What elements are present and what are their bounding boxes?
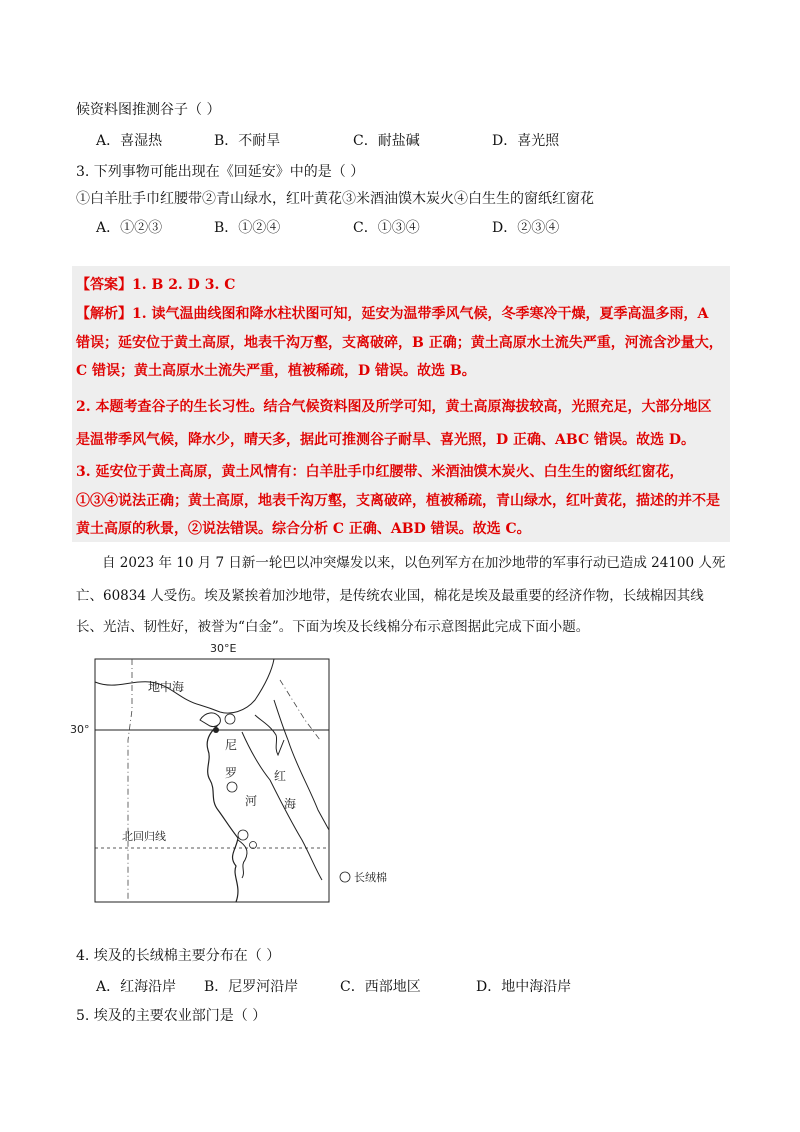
red-sea-char-1: 红: [274, 769, 287, 783]
q4-option-d[interactable]: D．地中海沿岸: [476, 979, 572, 995]
q3-stem: 3. 下列事物可能出现在《回延安》中的是（ ）: [76, 164, 365, 180]
lake-nasser: [238, 840, 247, 878]
cotton-icon: [225, 714, 257, 849]
answer-explanation-box: [72, 266, 730, 542]
explanation-line-7: ①③④说法正确；黄土高原，地表千沟万壑，支离破碎，植被稀疏，青山绿水，红叶黄花，描述的并不是: [76, 493, 720, 509]
sinai-border: [280, 680, 320, 740]
explanation-line-4: 2. 本题考查谷子的生长习性。结合气候资料图及所学可知，黄土高原海拔较高，光照充足，大部分地区: [76, 399, 712, 415]
map-frame: [95, 659, 329, 902]
q2-option-c[interactable]: C．耐盐碱: [353, 133, 420, 149]
q3-option-a[interactable]: A．①②③: [96, 220, 163, 236]
map-latitude-label: 30°: [70, 723, 90, 736]
q2-option-b[interactable]: B．不耐旱: [214, 133, 281, 149]
legend-cotton-icon: [340, 872, 350, 882]
q3-items: ①白羊肚手巾红腰带②青山绿水，红叶黄花③米酒油馍木炭火④白生生的窗纸红窗花: [76, 191, 594, 207]
map-longitude-label: 30°E: [210, 642, 237, 655]
explanation-line-5: 是温带季风气候，降水少，晴天多，据此可推测谷子耐旱、喜光照，D 正确、ABC 错误。故选 D。: [76, 432, 695, 448]
nile-char-1: 尼: [225, 738, 238, 752]
passage-line-1: 自 2023 年 10 月 7 日新一轮巴以冲突爆发以来，以色列军方在加沙地带的军事行动已造成 24100 人死: [102, 555, 726, 571]
mediterranean-sea-label: 地中海: [148, 680, 185, 694]
explanation-line-1: 【解析】1. 读气温曲线图和降水柱状图可知，延安为温带季风气候，冬季寒冷干燥，夏季高温多雨，A: [76, 306, 709, 322]
q4-stem: 4. 埃及的长绒棉主要分布在（ ）: [76, 948, 281, 964]
q2-option-d[interactable]: D．喜光照: [492, 133, 560, 149]
explanation-line-3: C 错误；黄土高原水土流失严重，植被稀疏，D 错误。故选 B。: [76, 363, 476, 379]
passage-line-2: 亡、60834 人受伤。埃及紧挨着加沙地带，是传统农业国，棉花是埃及最重要的经济作物，长绒棉因其线: [76, 588, 704, 604]
red-sea-char-2: 海: [284, 797, 297, 811]
q3-option-d[interactable]: D．②③④: [492, 220, 560, 236]
gulf-coast: [255, 715, 284, 755]
tropic-label: 北回归线: [122, 830, 166, 843]
q4-option-c[interactable]: C．西部地区: [340, 979, 421, 995]
sinai-coast: [274, 700, 329, 830]
q2-option-a[interactable]: A．喜湿热: [96, 133, 163, 149]
answer-line: 【答案】1. B 2. D 3. C: [76, 277, 236, 293]
q2-stem: 候资料图推测谷子（ ）: [76, 102, 221, 118]
explanation-line-8: 黄土高原的秋景，②说法错误。综合分析 C 正确、ABD 错误。故选 C。: [76, 521, 531, 537]
nile-char-3: 河: [245, 794, 258, 808]
cairo-dot: [213, 727, 219, 733]
q4-option-b[interactable]: B．尼罗河沿岸: [204, 979, 299, 995]
explanation-line-6: 3. 延安位于黄土高原，黄土风情有：白羊肚手巾红腰带、米酒油馍木炭火、白生生的窗纸红窗花，: [76, 464, 684, 480]
q3-option-c[interactable]: C．①③④: [353, 220, 420, 236]
nile-delta: [200, 713, 220, 727]
q4-option-a[interactable]: A．红海沿岸: [96, 979, 177, 995]
egypt-cotton-map: [60, 640, 430, 905]
passage-line-3: 长、光洁、韧性好，被誉为“白金”。下面为埃及长线棉分布示意图据此完成下面小题。: [76, 619, 590, 635]
nile-char-2: 罗: [225, 766, 238, 780]
mediterranean-coastline: [95, 659, 274, 713]
q5-stem: 5. 埃及的主要农业部门是（ ）: [76, 1008, 267, 1024]
western-border: [128, 659, 132, 902]
q3-option-b[interactable]: B．①②④: [214, 220, 281, 236]
explanation-line-2: 错误；延安位于黄土高原，地表千沟万壑，支离破碎，B 正确；黄土高原水土流失严重，河流含沙量大，: [76, 335, 723, 351]
legend-label: 长绒棉: [354, 871, 387, 884]
